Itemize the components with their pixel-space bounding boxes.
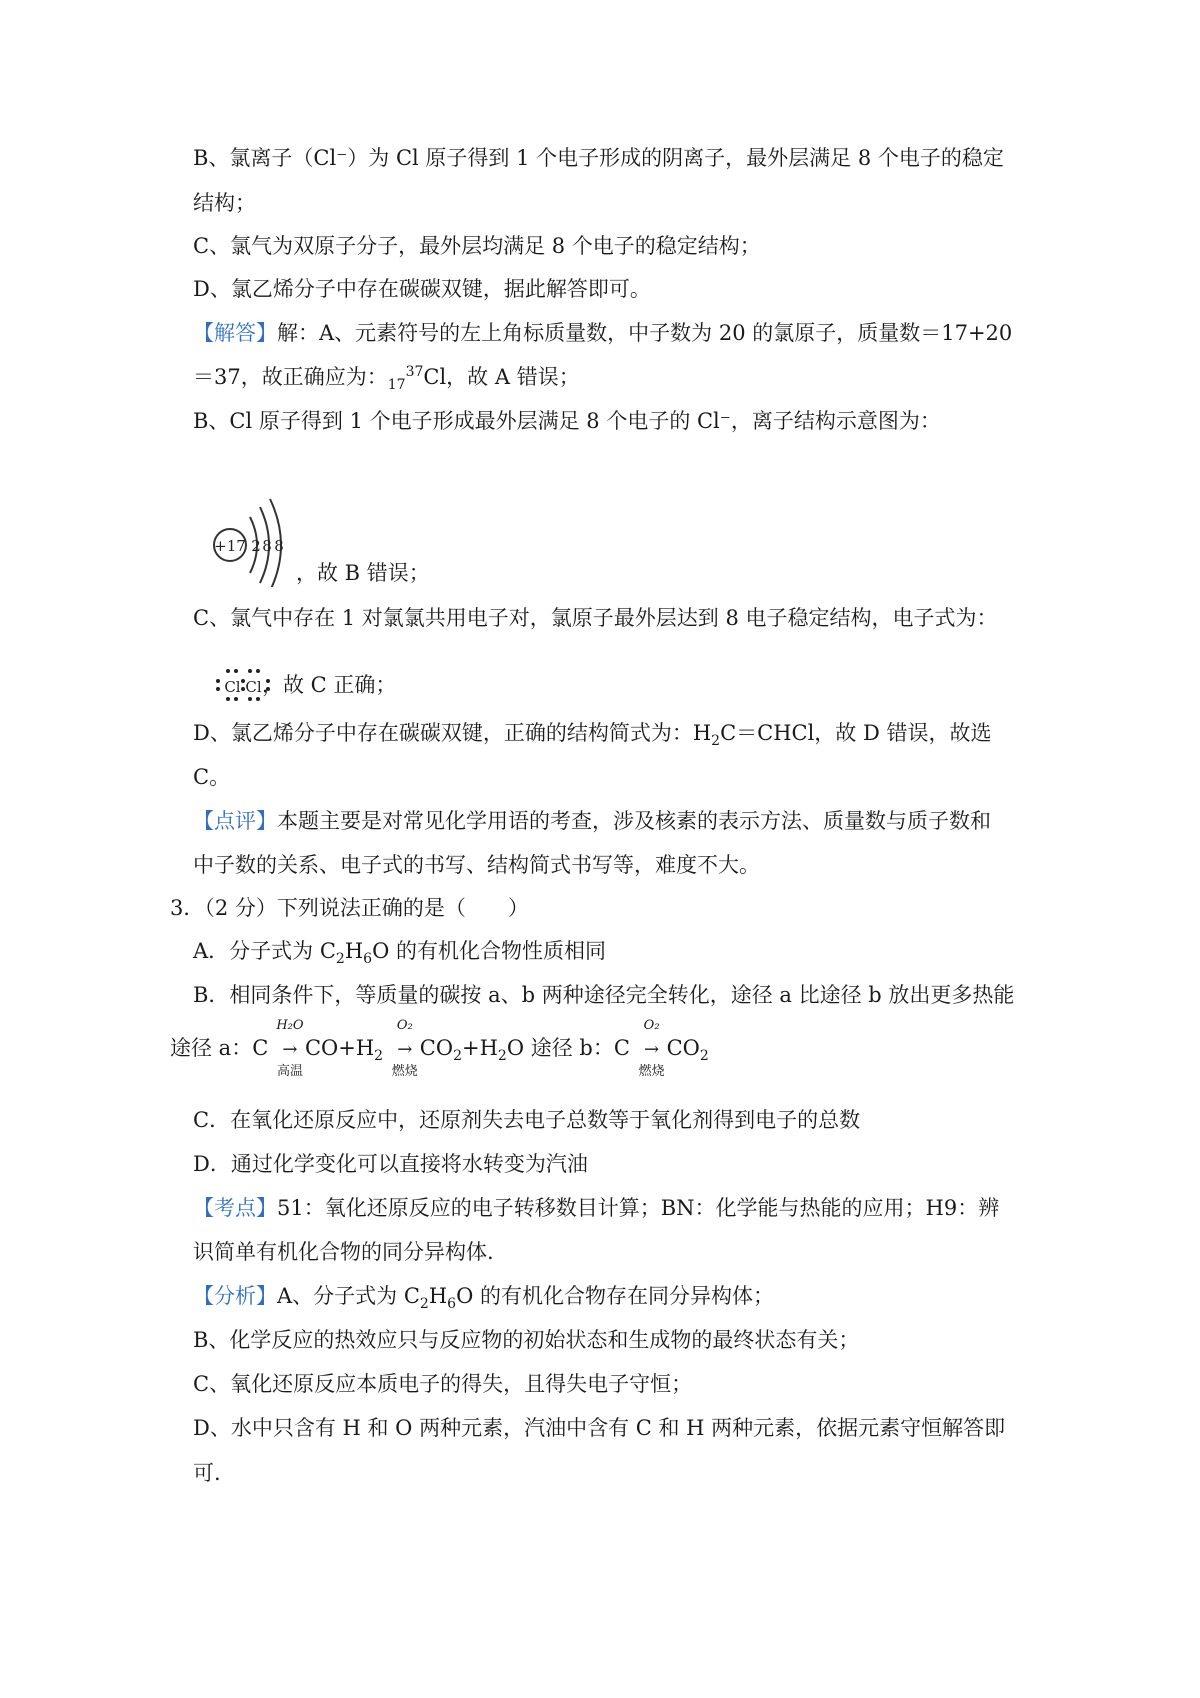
key-point-line [193, 1193, 999, 1223]
text-part: O 的有机化合物性质相同 [372, 939, 606, 963]
shell-electrons-3: 8 [274, 537, 284, 555]
comment-text: 本题主要是对常见化学用语的考查，涉及核素的表示方法、质量数与质子数和 [277, 809, 991, 833]
text-line: D、水中只含有 H 和 O 两种元素，汽油中含有 C 和 H 两种元素，依据元素守恒解答即 [193, 1416, 1006, 1440]
text-line: 中子数的关系、电子式的书写、结构简式书写等，难度不大。 [193, 853, 760, 877]
arrow-bottom-label: 燃烧 [638, 1064, 665, 1079]
reaction-pathways [170, 1018, 709, 1079]
answer-text: 解：A、元素符号的左上角标质量数，中子数为 20 的氯原子，质量数＝17+20 [277, 321, 1013, 345]
analysis-tag: 【分析】 [193, 1284, 277, 1308]
text-part: CO [666, 1036, 700, 1060]
arrow-bottom-label: 燃烧 [391, 1064, 418, 1079]
text-part: A．分子式为 C [193, 939, 336, 963]
ion-structure-diagram [212, 495, 294, 587]
option-a [193, 936, 606, 966]
arrow-icon: → [282, 1039, 298, 1060]
arrow-top-label: H₂O [276, 1018, 304, 1033]
subscript: 6 [447, 1296, 457, 1313]
reaction-arrow-1 [275, 1018, 305, 1079]
text-part: A、分子式为 C [277, 1284, 420, 1308]
arrow-icon: → [397, 1039, 413, 1060]
text-part: CO [419, 1036, 454, 1060]
text-part: CO+H [304, 1036, 375, 1060]
text-part: H [428, 1284, 448, 1308]
option-b: B．相同条件下，等质量的碳按 a、b 两种途径完全转化，途径 a 比途径 b 放出更多热能 [193, 983, 1015, 1007]
text-line: C、氯气中存在 1 对氯氯共用电子对，氯原子最外层达到 8 电子稳定结构，电子式为： [193, 606, 998, 630]
question-title: 3．（2 分）下列说法正确的是（ ） [170, 896, 529, 920]
subscript: 17 [387, 377, 406, 394]
text-line [193, 362, 580, 392]
reaction-arrow-3 [637, 1018, 667, 1079]
text-part: O 途径 b：C [506, 1036, 630, 1060]
text-part: O 的有机化合物存在同分异构体； [456, 1284, 774, 1308]
text-line: B、化学反应的热效应只与反应物的初始状态和生成物的最终状态有关； [193, 1328, 860, 1352]
text-part: H [344, 939, 364, 963]
text-line: B、Cl 原子得到 1 个电子形成最外层满足 8 个电子的 Cl⁻，离子结构示意图为： [193, 409, 941, 433]
text-part: C＝CHCl，故 D 错误，故选 [720, 721, 992, 745]
analysis-line [193, 1281, 774, 1311]
text-part: 途径 a：C [170, 1036, 269, 1060]
subscript: 2 [335, 951, 345, 968]
reaction-arrow-2 [390, 1018, 420, 1079]
subscript: 6 [363, 951, 373, 968]
nucleus-label: +17 [214, 537, 246, 555]
text-line: B、氯离子（Cl⁻）为 Cl 原子得到 1 个电子形成的阴离子，最外层满足 8 个电子的稳定 [193, 146, 1004, 170]
superscript: 37 [405, 364, 424, 380]
subscript: 2 [497, 1048, 507, 1065]
text-line: D、氯乙烯分子中存在碳碳双键，据此解答即可。 [193, 277, 651, 301]
text-line: C。 [193, 765, 231, 789]
text-part: Cl，故 A 错误； [423, 365, 580, 389]
shell-electrons-2: 8 [262, 537, 272, 555]
text-line: ，故 B 错误； [296, 561, 430, 585]
text-part: ＝37，故正确应为： [193, 365, 388, 389]
answer-tag: 【解答】 [193, 321, 277, 345]
subscript: 2 [374, 1048, 384, 1065]
text-line: ，故 C 正确； [262, 673, 397, 697]
arrow-icon: → [644, 1039, 660, 1060]
option-c: C．在氧化还原反应中，还原剂失去电子总数等于氧化剂得到电子的总数 [193, 1108, 861, 1132]
arrow-top-label: O₂ [643, 1018, 660, 1033]
text-line: 可. [193, 1461, 221, 1485]
comment-tag: 【点评】 [193, 809, 277, 833]
subscript: 2 [711, 733, 721, 750]
text-line: 结构； [193, 191, 256, 215]
subscript: 2 [419, 1296, 429, 1313]
text-line [193, 718, 992, 748]
answer-line [193, 318, 1012, 348]
key-point-tag: 【考点】 [193, 1196, 277, 1220]
key-point-text: 51：氧化还原反应的电子转移数目计算；BN：化学能与热能的应用；H9：辨 [277, 1196, 1000, 1220]
shell-electrons-1: 2 [251, 537, 261, 555]
arrow-bottom-label: 高温 [276, 1064, 303, 1079]
text-part: D、氯乙烯分子中存在碳碳双键，正确的结构简式为：H [193, 721, 712, 745]
text-line: C、氧化还原反应本质电子的得失，且得失电子守恒； [193, 1372, 693, 1396]
electron-formula-label: Cl Cl [224, 678, 262, 696]
option-d: D．通过化学变化可以直接将水转变为汽油 [193, 1152, 588, 1176]
text-part: +H [461, 1036, 498, 1060]
subscript: 2 [453, 1048, 462, 1065]
comment-line [193, 806, 991, 836]
arrow-top-label: O₂ [396, 1018, 413, 1033]
text-line: C、氯气为双原子分子，最外层均满足 8 个电子的稳定结构； [193, 234, 761, 258]
text-line: 识简单有机化合物的同分异构体. [193, 1240, 494, 1264]
subscript: 2 [699, 1048, 709, 1065]
